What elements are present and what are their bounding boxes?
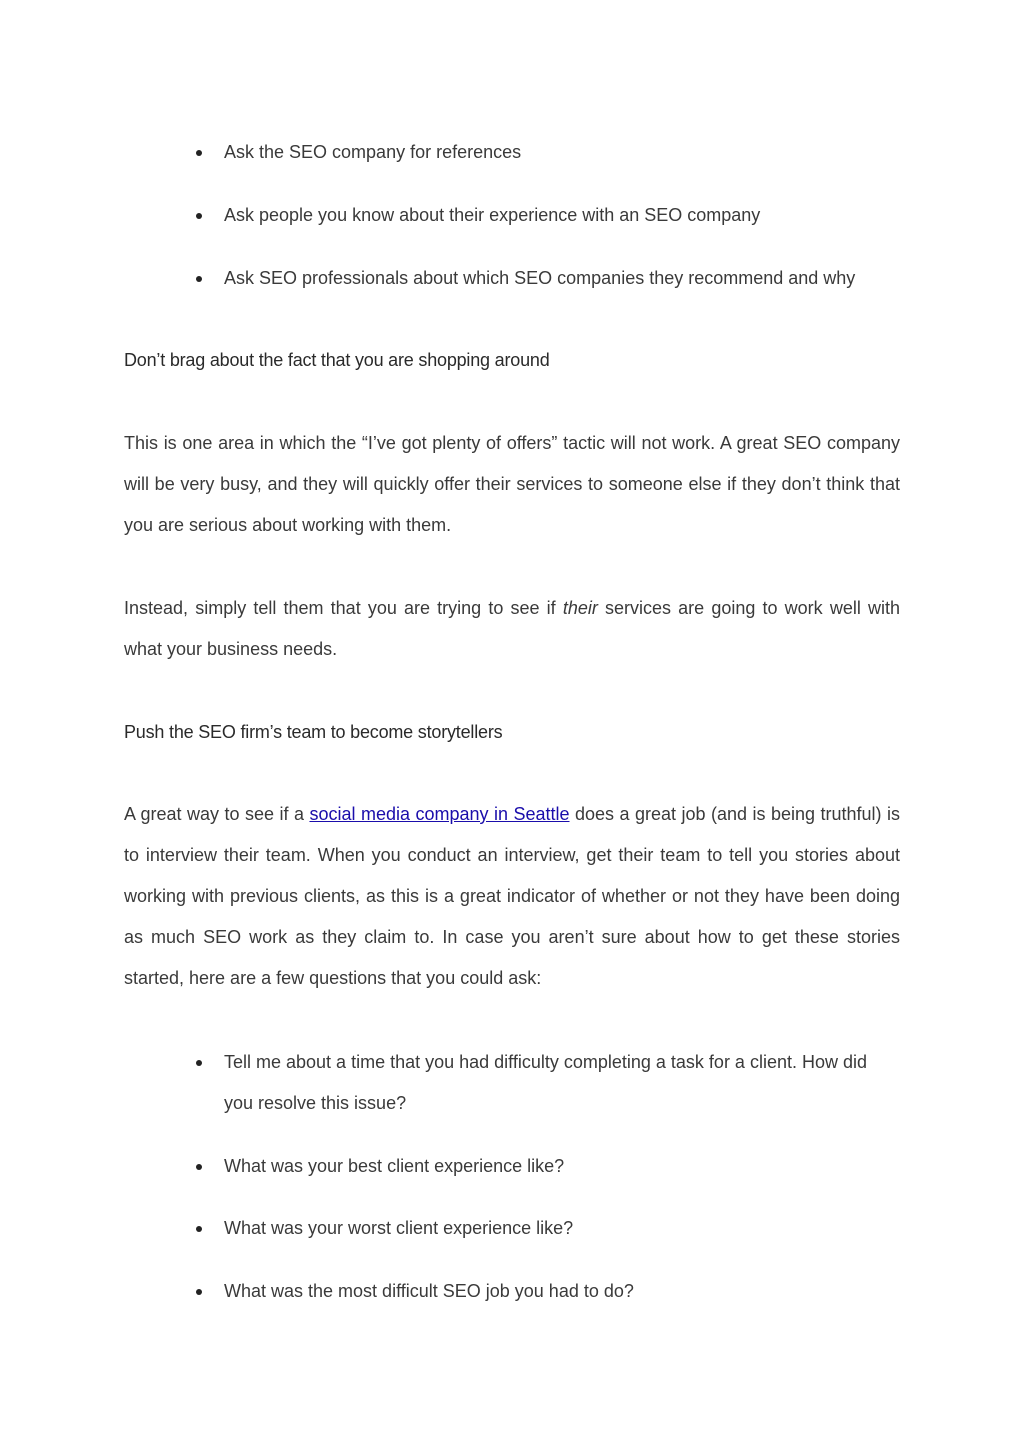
list-item-text: What was the most difficult SEO job you had to do?	[224, 1281, 634, 1301]
section-heading: Push the SEO firm’s team to become storytellers	[124, 722, 503, 742]
paragraph-text: Instead, simply tell them that you are trying to see if	[124, 598, 563, 618]
bullet-icon	[196, 150, 202, 156]
list-item-text: What was your best client experience like?	[224, 1156, 565, 1176]
list-item-text: What was your worst client experience like?	[224, 1218, 574, 1238]
list-item	[224, 132, 900, 173]
bullet-icon	[196, 1226, 202, 1232]
list-item	[224, 195, 900, 236]
bullet-icon	[196, 1164, 202, 1170]
list-item-text: Tell me about a time that you had difficulty completing a task for a client. How did you resolve this issue?	[224, 1052, 867, 1113]
list-item	[224, 1271, 900, 1312]
paragraph-text: A great way to see if a	[124, 804, 310, 824]
bullet-icon	[196, 213, 202, 219]
list-item	[224, 1042, 900, 1124]
paragraph-text: does a great job (and is being truthful) is to interview their team. When you conduct an interview, get their team to tell you stories about working with previous clients, as this is a great indicator of whether or not they have been doing as much SEO work as they claim to. In case you aren’t sure about how to get these stories started, here are a few questions that you could ask:	[124, 804, 900, 988]
paragraph: This is one area in which the “I’ve got plenty of offers” tactic will not work. A great SEO company will be very busy, and they will quickly offer their services to someone else if they don’t think that you are serious about working with them.	[124, 433, 900, 535]
paragraph	[124, 588, 900, 670]
bullet-icon	[196, 1060, 202, 1066]
list-item-text: Ask people you know about their experience with an SEO company	[224, 205, 761, 225]
seattle-social-media-link[interactable]: social media company in Seattle	[309, 804, 570, 824]
list-item	[224, 1208, 900, 1249]
paragraph-text: services are going to work well with what your business needs.	[124, 598, 900, 659]
emphasis-text: their	[562, 598, 598, 618]
paragraph	[124, 794, 900, 999]
bullet-icon	[196, 1289, 202, 1295]
list-item	[224, 1146, 900, 1187]
list-item-text: Ask the SEO company for references	[224, 142, 522, 162]
section-heading: Don’t brag about the fact that you are shopping around	[124, 350, 550, 370]
list-item	[224, 258, 900, 299]
bullet-icon	[196, 276, 202, 282]
list-item-text: Ask SEO professionals about which SEO companies they recommend and why	[224, 268, 856, 288]
